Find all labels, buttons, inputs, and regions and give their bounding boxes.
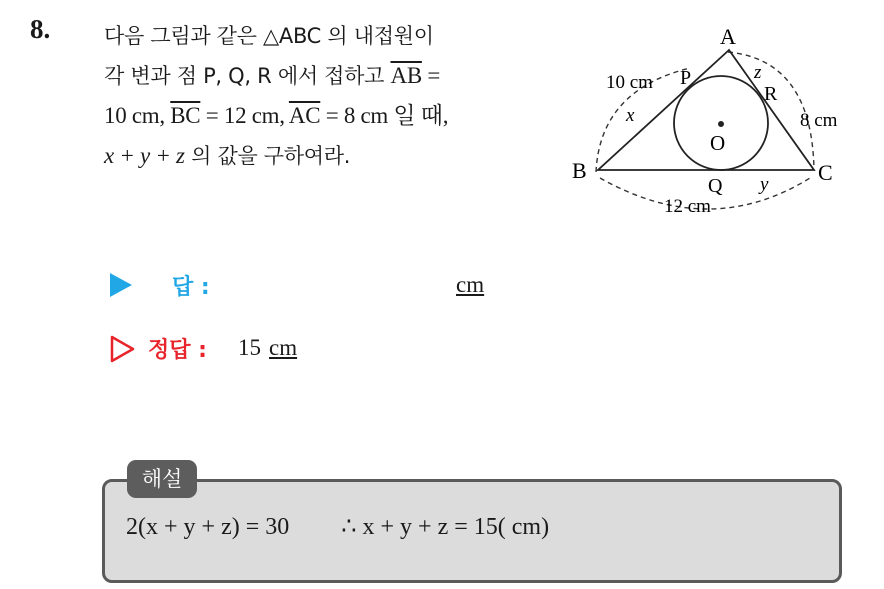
solution-row: [110, 333, 530, 369]
triangle-figure: [560, 20, 860, 220]
question-text: [104, 16, 574, 176]
solution-unit: cm: [269, 335, 298, 360]
label-y: y: [760, 174, 769, 195]
label-x: x: [626, 105, 635, 126]
label-z: z: [754, 62, 762, 83]
label-a: A: [720, 24, 736, 49]
question-line-2-text: 각 변과 점 P, Q, R 에서 접하고: [104, 64, 391, 88]
question-number: 8.: [30, 14, 51, 44]
explanation-equation-2: ∴ x + y + z = 15( cm): [341, 514, 550, 540]
solution-value-group: [238, 335, 297, 361]
explanation-tab: 해설: [127, 460, 197, 498]
label-b: B: [572, 158, 587, 183]
label-r: R: [764, 83, 778, 105]
label-ac-length: 8 cm: [800, 110, 838, 131]
label-o: O: [710, 131, 726, 155]
solution-value: 15: [238, 335, 261, 360]
segment-bc: $\overline{BC}$: [170, 103, 201, 128]
answer-label: 답 :: [172, 275, 210, 300]
label-bc-length: 12 cm: [664, 196, 711, 217]
ab-length: 10 cm,: [104, 103, 171, 128]
sum-expression: x + y + z: [104, 143, 185, 168]
play-icon: [110, 273, 132, 297]
label-p: P: [680, 67, 692, 89]
question-line-4: [104, 136, 574, 176]
play-outline-icon: [110, 335, 136, 363]
ac-length: = 8 cm 일 때,: [320, 103, 449, 128]
explanation-equation-1: 2(x + y + z) = 30: [126, 514, 290, 540]
segment-ab: $\overline{AB}$: [390, 63, 422, 88]
explanation-text: [126, 512, 549, 541]
center-dot: [718, 121, 724, 127]
label-q: Q: [708, 175, 723, 197]
label-c: C: [818, 160, 833, 185]
question-line-2: [104, 56, 574, 96]
solution-label: 정답 :: [148, 338, 207, 363]
bc-length: = 12 cm,: [200, 103, 289, 128]
question-line-1: 다음 그림과 같은 △ABC 의 내접원이: [104, 24, 434, 48]
answer-row: [110, 270, 530, 306]
question-line-4-text: 의 값을 구하여라.: [184, 144, 351, 168]
answer-unit: cm: [456, 272, 485, 297]
segment-ac: $\overline{AC}$: [288, 103, 321, 128]
question-line-3: [104, 96, 574, 136]
label-ab-length: 10 cm: [606, 72, 653, 93]
equals-sign: =: [421, 63, 440, 88]
